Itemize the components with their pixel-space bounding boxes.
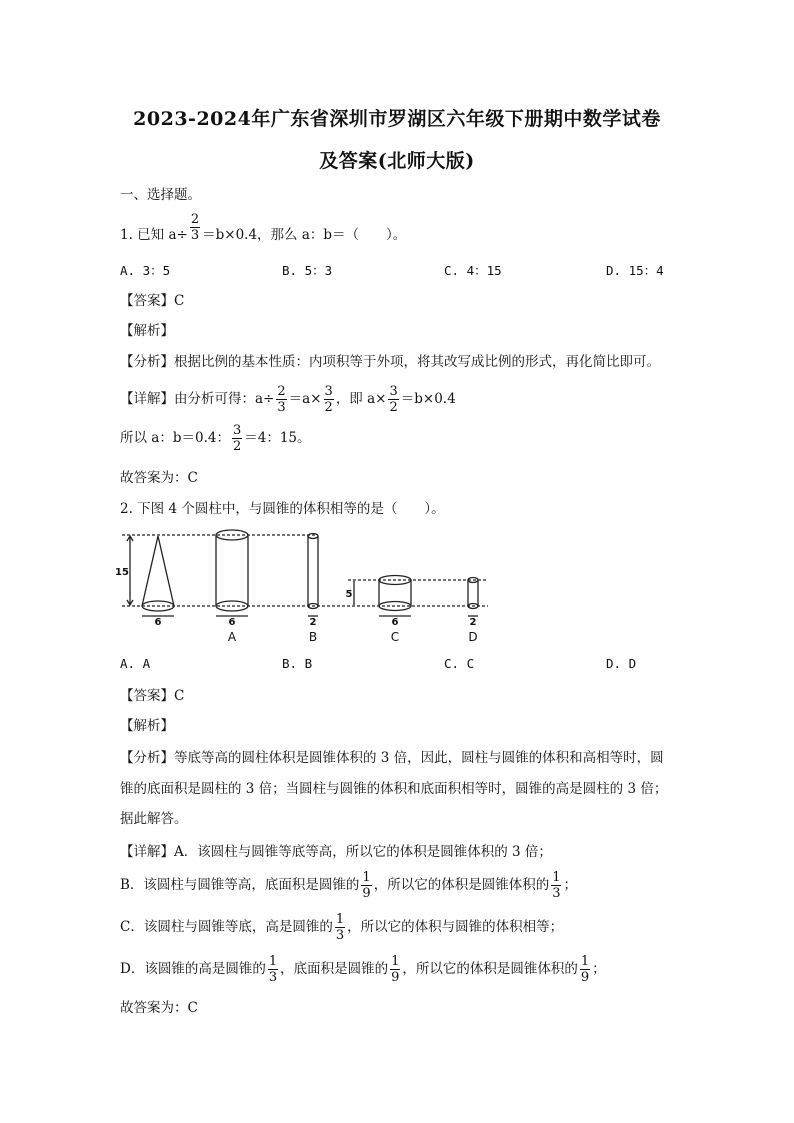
question-2-stem: 2. 下图 4 个圆柱中，与圆锥的体积相等的是（ ）。 [120,501,445,517]
q2-option-d[interactable]: D. D [606,656,637,671]
q1-answer: 【答案】C [120,293,185,309]
q1-stem-suffix: ＝b×0.4，那么 a：b＝（ ）。 [202,227,407,243]
q2-analysis-label: 【解析】 [120,718,174,734]
q2-final-answer: 故答案为：C [120,1000,198,1016]
q1-detail-fraction-3: $\frac{3}{2}$ [389,384,398,415]
section-heading: 一、选择题。 [120,187,201,203]
cylinder-a-shape [216,530,248,611]
cylinder-d-shape [468,578,478,609]
q1-detail: 【详解】由分析可得：a÷ $\frac{2}{3}$ ＝a× $\frac{3}{2}$ ，即 a× $\frac{3}{2}$ ＝b×0.4 [120,384,456,415]
figure-label-a: A [227,630,237,644]
q2-option-c[interactable]: C. C [444,656,475,671]
q1-stem-fraction: $\frac{2}{3}$ [190,212,200,243]
cylinder-a-base-label: 6 [228,617,236,628]
q2-fenxi-line2: 锥的底面积是圆柱的 3 倍；当圆柱与圆锥的体积和底面积相等时，圆锥的高是圆柱的 3 倍； [120,781,668,797]
q2-detail-c: C．该圆柱与圆锥等底，高是圆锥的 $\frac{1}{3}$ ，所以它的体积与圆锥的体积相等； [120,912,564,943]
q2-detail-b-fraction-2: $\frac{1}{3}$ [552,870,561,901]
cone-base-label: 6 [154,617,162,628]
figure-label-c: C [390,630,400,644]
q1-so: 所以 a：b＝0.4： $\frac{3}{2}$ ＝4：15。 [120,423,311,454]
q1-option-a[interactable]: A. 3：5 [120,263,171,278]
q2-detail-d-fraction-1: $\frac{1}{3}$ [268,954,278,985]
q1-detail-fraction-1: $\frac{2}{3}$ [277,384,286,415]
q2-detail-d: D．该圆锥的高是圆锥的 $\frac{1}{3}$ ，底面积是圆锥的 $\frac{1}{9}$ ，所以它的体积是圆锥体积的 $\frac{1}{9}$ ； [120,954,606,985]
q2-figure [115,524,498,648]
cylinder-c-shape [379,576,411,611]
cylinder-c-height-label: 5 [345,589,353,600]
q1-detail-fraction-2: $\frac{3}{2}$ [324,384,333,415]
q2-fenxi-line3: 据此解答。 [120,811,188,827]
document-title-line1: 2023-2024年广东省深圳市罗湖区六年级下册期中数学试卷 [133,108,661,130]
q2-answer: 【答案】C [120,688,185,704]
cylinder-d-base-label: 2 [469,617,477,628]
question-1-stem [120,212,407,251]
q1-option-d[interactable]: D. 15：4 [606,263,664,278]
cylinder-c-base-label: 6 [391,617,399,628]
q2-detail-d-fraction-3: $\frac{1}{9}$ [580,954,590,985]
q1-fenxi: 【分析】根据比例的基本性质：内项积等于外项，将其改写成比例的形式，再化简比即可。 [120,354,660,370]
cylinder-b-base-label: 2 [309,617,317,628]
q1-stem-prefix: 1. 已知 a÷ [120,227,188,243]
q1-analysis-label: 【解析】 [120,323,174,339]
q2-detail-c-fraction: $\frac{1}{3}$ [335,912,345,943]
q2-detail-b-fraction-1: $\frac{1}{9}$ [362,870,371,901]
q2-option-b[interactable]: B. B [282,656,313,671]
q1-option-b[interactable]: B. 5：3 [282,263,333,278]
cone-height-label: 15 [115,567,129,578]
document-title-line2: 及答案(北师大版) [319,150,475,172]
cone-shape [142,536,174,611]
figure-label-d: D [468,630,478,644]
q2-detail-a: 【详解】A．该圆柱与圆锥等底等高，所以它的体积是圆锥体积的 3 倍； [120,844,552,860]
q1-so-fraction: $\frac{3}{2}$ [232,423,242,454]
q2-detail-d-fraction-2: $\frac{1}{9}$ [391,954,400,985]
cylinder-b-shape [308,534,318,609]
q2-fenxi-line1: 【分析】等底等高的圆柱体积是圆锥体积的 3 倍，因此，圆柱与圆锥的体积和高相等时，圆 [120,750,664,766]
figure-label-b: B [308,630,318,644]
q1-final-answer: 故答案为：C [120,470,198,486]
q1-option-c[interactable]: C. 4：15 [444,263,502,278]
q2-option-a[interactable]: A. A [120,656,151,671]
q2-detail-b: B．该圆柱与圆锥等高，底面积是圆锥的 $\frac{1}{9}$ ，所以它的体积是圆锥体积的 $\frac{1}{3}$ ； [120,870,577,901]
